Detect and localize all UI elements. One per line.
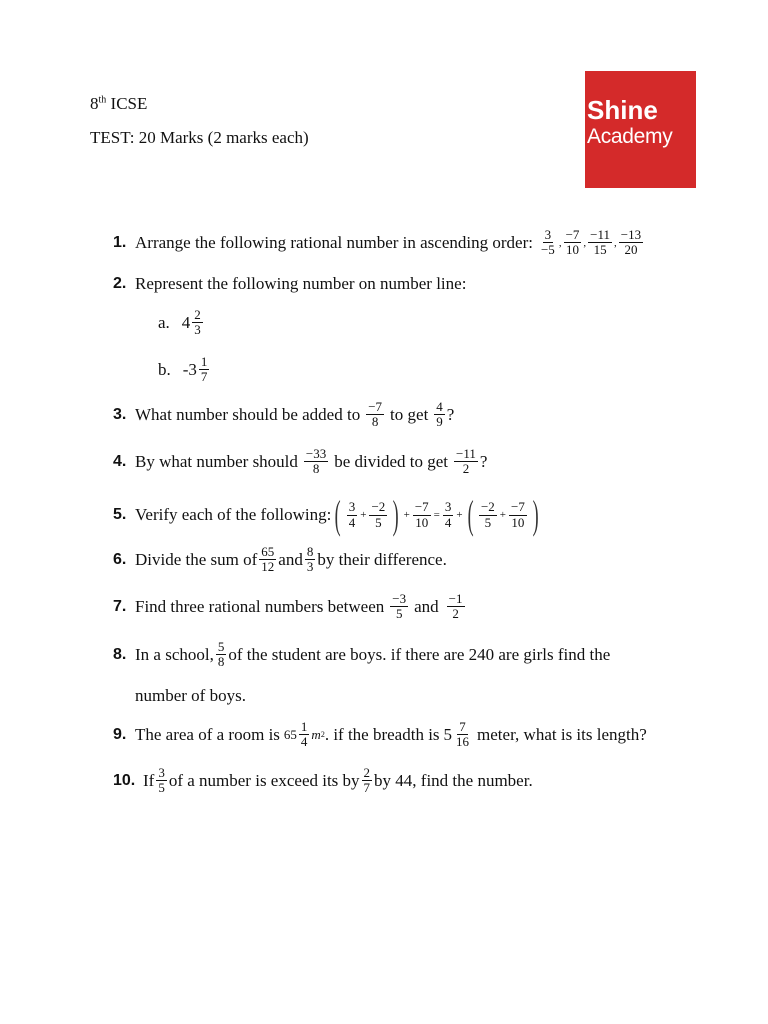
- denominator: 12: [261, 559, 275, 575]
- denominator: 16: [456, 734, 470, 750]
- denominator: 5: [484, 514, 492, 530]
- fraction: [259, 545, 276, 575]
- fraction: [362, 766, 373, 796]
- fraction: [539, 228, 557, 258]
- denominator: 4: [348, 514, 356, 530]
- question-text: In a school,: [135, 644, 214, 664]
- question-number: 9.: [113, 725, 127, 743]
- right-paren: ): [392, 492, 399, 537]
- question-text: of a number is exceed its by: [168, 770, 360, 790]
- left-paren: (: [335, 492, 342, 537]
- fraction: [299, 720, 310, 750]
- plus-sign: +: [403, 509, 410, 521]
- denominator: 9: [436, 414, 443, 430]
- numerator: −3: [392, 591, 407, 606]
- equals-sign: =: [433, 509, 440, 521]
- question-number: 7.: [113, 597, 127, 615]
- numerator: −2: [480, 499, 495, 515]
- logo-line2: Academy: [587, 125, 673, 148]
- question-2a: [158, 308, 205, 338]
- question-text: Find three rational numbers between: [135, 596, 385, 616]
- question-text: by their difference.: [317, 549, 447, 569]
- denominator: 4: [444, 514, 452, 530]
- question-10: [113, 766, 533, 796]
- question-7: [113, 592, 467, 622]
- question-text: Divide the sum of: [135, 549, 258, 569]
- numerator: 5: [217, 639, 225, 654]
- question-text: by 44, find the number.: [374, 770, 533, 790]
- mixed-whole: -3: [182, 359, 197, 379]
- fraction: [390, 592, 408, 622]
- numerator: −7: [414, 499, 429, 515]
- fraction: [366, 400, 384, 430]
- fraction: [509, 500, 527, 530]
- fraction: [369, 500, 387, 530]
- numerator: −7: [368, 399, 383, 414]
- question-text: Arrange the following rational number in ascending order:: [135, 232, 533, 252]
- question-3: [113, 400, 454, 430]
- question-number: 5.: [113, 506, 127, 523]
- fraction: [347, 500, 358, 530]
- denominator: 7: [363, 780, 371, 796]
- grade-heading: [90, 94, 147, 114]
- fraction: [619, 228, 643, 258]
- question-2: [113, 274, 466, 294]
- question-text: Verify each of the following:: [135, 505, 332, 524]
- numerator: 1: [300, 719, 308, 734]
- question-8-continuation: [135, 686, 246, 706]
- denominator: 10: [415, 514, 429, 530]
- denominator: −5: [540, 242, 555, 258]
- numerator: −2: [371, 499, 386, 515]
- numerator: 2: [363, 765, 371, 780]
- test-title: TEST: 20 Marks (2 marks each): [90, 128, 309, 147]
- numerator: −11: [590, 227, 611, 242]
- question-number: 2.: [113, 275, 127, 292]
- comma: ,: [614, 236, 617, 249]
- fraction: [434, 400, 445, 430]
- fraction: [479, 500, 497, 530]
- numerator: 3: [544, 227, 552, 242]
- denominator: 8: [371, 414, 379, 430]
- question-8: [113, 640, 610, 670]
- question-number: 10.: [113, 771, 136, 789]
- question-text: Represent the following number on number line:: [135, 274, 467, 293]
- denominator: 8: [312, 461, 320, 477]
- right-paren: ): [532, 492, 539, 537]
- fraction: [413, 500, 431, 530]
- fraction: [156, 766, 167, 796]
- denominator: 20: [624, 242, 638, 258]
- question-9: [113, 720, 647, 750]
- numerator: −11: [456, 446, 476, 461]
- denominator: 4: [300, 734, 308, 750]
- question-1: [113, 228, 645, 258]
- denominator: 15: [593, 242, 607, 258]
- denominator: 5: [158, 780, 165, 796]
- question-text: to get: [390, 404, 429, 424]
- numerator: 65: [261, 544, 275, 559]
- comma: ,: [583, 236, 587, 249]
- option-label: a.: [158, 312, 170, 332]
- question-number: 3.: [113, 405, 127, 423]
- question-text: meter, what is its length?: [477, 724, 647, 744]
- denominator: 5: [395, 606, 403, 622]
- numerator: 4: [436, 399, 443, 414]
- question-number: 1.: [113, 233, 127, 251]
- numerator: 3: [158, 765, 165, 780]
- denominator: 3: [194, 322, 201, 338]
- logo-line1: Shine: [587, 95, 658, 125]
- question-text: of the student are boys. if there are 240 are girls find the: [228, 644, 611, 664]
- numerator: 3: [348, 499, 356, 515]
- question-2b: [158, 355, 211, 385]
- question-text: The area of a room is: [135, 724, 280, 744]
- question-text: be divided to get: [334, 451, 449, 471]
- question-text: What number should be added to: [135, 404, 361, 424]
- denominator: 7: [200, 369, 208, 385]
- question-number: 4.: [113, 452, 127, 470]
- question-text: and: [414, 596, 439, 616]
- question-6: [113, 545, 447, 575]
- denominator: 10: [565, 242, 579, 258]
- question-mark: ?: [446, 404, 455, 424]
- denominator: 10: [511, 514, 525, 530]
- denominator: 8: [217, 654, 225, 670]
- question-text: . if the breadth is: [324, 724, 440, 744]
- fraction: [216, 640, 227, 670]
- numerator: −7: [511, 499, 525, 515]
- mixed-whole: 65: [283, 726, 297, 742]
- option-label: b.: [158, 359, 171, 379]
- grade-board: ICSE: [106, 94, 148, 113]
- unit: m: [311, 726, 321, 742]
- numerator: 3: [444, 499, 452, 515]
- plus-sign: +: [360, 509, 367, 521]
- numerator: −7: [565, 227, 580, 242]
- numerator: −1: [448, 591, 463, 606]
- numerator: 1: [200, 354, 208, 369]
- question-text: number of boys.: [135, 686, 246, 705]
- left-paren: (: [467, 492, 474, 537]
- question-text: If: [143, 770, 155, 790]
- fraction: [443, 500, 454, 530]
- numerator: 8: [306, 544, 314, 559]
- fraction: [192, 308, 203, 338]
- plus-sign: +: [456, 509, 463, 521]
- question-text: By what number should: [135, 451, 298, 471]
- comma: ,: [558, 236, 562, 249]
- fraction: [454, 720, 471, 750]
- mixed-whole: 4: [181, 312, 191, 332]
- plus-sign: +: [499, 509, 506, 521]
- fraction: [305, 545, 316, 575]
- fraction: [304, 447, 328, 477]
- question-mark: ?: [479, 451, 488, 471]
- numerator: 2: [194, 307, 201, 322]
- numerator: −33: [305, 446, 327, 461]
- mixed-whole: 5: [443, 724, 453, 744]
- denominator: 5: [375, 514, 382, 530]
- fraction: [199, 355, 210, 385]
- grade-superscript: th: [98, 94, 107, 106]
- fraction: [564, 228, 582, 258]
- fraction: [454, 447, 478, 477]
- question-text: and: [278, 549, 303, 569]
- fraction: [588, 228, 612, 258]
- numerator: −13: [620, 227, 642, 242]
- unit-superscript: 2: [320, 730, 325, 740]
- fraction: [447, 592, 465, 622]
- shine-academy-logo: [585, 71, 696, 188]
- denominator: 2: [452, 606, 459, 622]
- numerator: 7: [459, 719, 466, 734]
- question-number: 6.: [113, 550, 127, 568]
- denominator: 2: [462, 461, 470, 477]
- question-number: 8.: [113, 645, 127, 663]
- question-4: [113, 447, 487, 477]
- denominator: 3: [306, 559, 314, 575]
- question-5: [113, 492, 542, 537]
- grade-number: 8: [90, 94, 99, 113]
